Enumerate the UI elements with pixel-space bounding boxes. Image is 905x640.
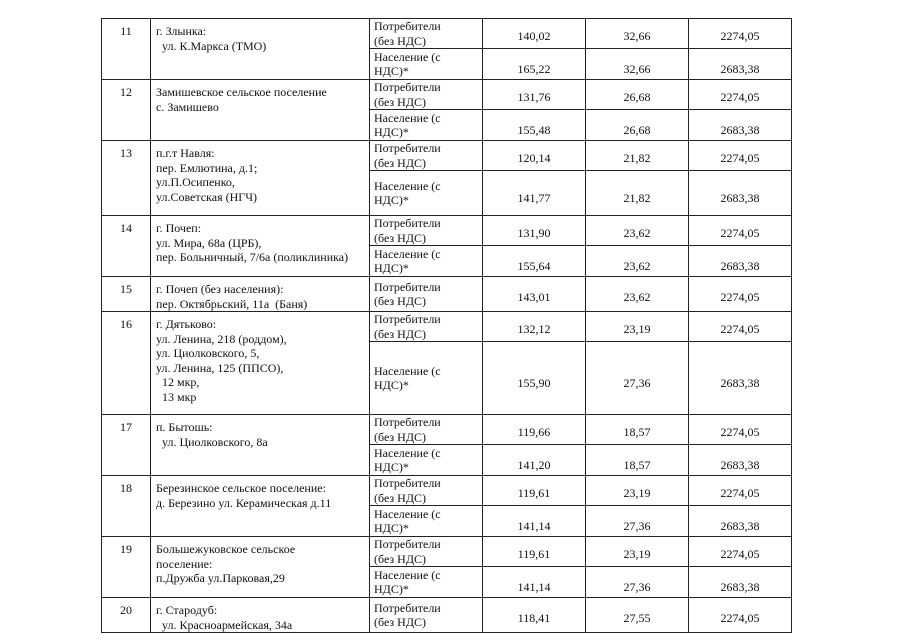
table-row [102, 598, 792, 633]
consumer-category: Население (с НДС)* [370, 506, 483, 537]
row-number: 20 [102, 598, 151, 633]
location-line: ул. Циолковского, 8а [156, 434, 268, 449]
value-col-1: 155,90 [483, 342, 586, 415]
value-col-3: 2683,38 [689, 445, 792, 476]
value-col-1: 155,64 [483, 246, 586, 277]
consumer-category: Потребители (без НДС) [370, 415, 483, 445]
value-col-1: 141,20 [483, 445, 586, 476]
value-col-2: 27,36 [586, 506, 689, 537]
table-row [102, 415, 792, 445]
location-line: Большежуковское сельское [156, 542, 296, 556]
value-col-3: 2274,05 [689, 277, 792, 312]
location-line: Березинское сельское поселение: [156, 481, 326, 495]
location-line: пер. Емлютина, д.1; [156, 160, 258, 175]
row-number: 19 [102, 537, 151, 598]
consumer-category: Потребители (без НДС) [370, 19, 483, 49]
value-col-3: 2274,05 [689, 537, 792, 567]
row-number: 12 [102, 80, 151, 141]
consumer-category: Потребители (без НДС) [370, 80, 483, 110]
consumer-category: Потребители (без НДС) [370, 277, 483, 312]
value-col-3: 2274,05 [689, 598, 792, 633]
value-col-2: 26,68 [586, 80, 689, 110]
location-cell [151, 216, 370, 277]
value-col-1: 119,66 [483, 415, 586, 445]
consumer-category: Население (с НДС)* [370, 110, 483, 141]
value-col-2: 27,36 [586, 567, 689, 598]
consumer-category: Население (с НДС)* [370, 342, 483, 415]
tariff-table-body [102, 19, 792, 633]
row-number: 13 [102, 141, 151, 216]
consumer-category: Потребители (без НДС) [370, 476, 483, 506]
consumer-category: Потребители (без НДС) [370, 141, 483, 171]
value-col-2: 21,82 [586, 141, 689, 171]
consumer-category: Население (с НДС)* [370, 567, 483, 598]
consumer-category: Потребители (без НДС) [370, 216, 483, 246]
value-col-2: 23,62 [586, 277, 689, 312]
row-number: 16 [102, 312, 151, 415]
location-line: г. Дятьково: [156, 317, 217, 331]
consumer-category: Население (с НДС)* [370, 49, 483, 80]
row-number: 11 [102, 19, 151, 80]
table-row [102, 312, 792, 342]
location-line: д. Березино ул. Керамическая д.11 [156, 495, 332, 510]
value-col-3: 2274,05 [689, 141, 792, 171]
value-col-3: 2683,38 [689, 246, 792, 277]
location-line: ул.П.Осипенко, [156, 175, 235, 189]
value-col-1: 143,01 [483, 277, 586, 312]
location-line: ул. Циолковского, 5, [156, 346, 260, 360]
value-col-3: 2274,05 [689, 216, 792, 246]
value-col-2: 18,57 [586, 445, 689, 476]
value-col-1: 131,90 [483, 216, 586, 246]
location-cell [151, 476, 370, 537]
value-col-1: 141,14 [483, 506, 586, 537]
table-row [102, 141, 792, 171]
value-col-3: 2274,05 [689, 476, 792, 506]
location-cell [151, 19, 370, 80]
table-row [102, 277, 792, 312]
value-col-1: 155,48 [483, 110, 586, 141]
value-col-1: 141,14 [483, 567, 586, 598]
table-row [102, 537, 792, 567]
location-cell [151, 537, 370, 598]
tariff-table [101, 18, 792, 633]
value-col-2: 27,36 [586, 342, 689, 415]
location-line: г. Злынка: [156, 24, 207, 38]
value-col-3: 2683,38 [689, 567, 792, 598]
value-col-2: 32,66 [586, 19, 689, 49]
value-col-1: 119,61 [483, 537, 586, 567]
location-line: с. Замишево [156, 99, 219, 114]
value-col-2: 27,55 [586, 598, 689, 633]
value-col-1: 140,02 [483, 19, 586, 49]
location-line: ул. К.Маркса (ТМО) [156, 38, 267, 53]
location-cell [151, 277, 370, 312]
value-col-1: 118,41 [483, 598, 586, 633]
value-col-1: 119,61 [483, 476, 586, 506]
value-col-2: 21,82 [586, 171, 689, 216]
location-line: Замишевское сельское поселение [156, 85, 327, 99]
value-col-2: 32,66 [586, 49, 689, 80]
value-col-3: 2683,38 [689, 171, 792, 216]
value-col-2: 18,57 [586, 415, 689, 445]
consumer-category: Потребители (без НДС) [370, 598, 483, 633]
location-cell [151, 80, 370, 141]
location-line: г. Стародуб: [156, 603, 218, 617]
location-line: ул.Советская (НГЧ) [156, 189, 257, 204]
value-col-3: 2274,05 [689, 19, 792, 49]
consumer-category: Население (с НДС)* [370, 445, 483, 476]
table-row [102, 216, 792, 246]
value-col-3: 2274,05 [689, 312, 792, 342]
value-col-3: 2274,05 [689, 80, 792, 110]
value-col-3: 2683,38 [689, 49, 792, 80]
consumer-category: Население (с НДС)* [370, 246, 483, 277]
location-line: 12 мкр, [156, 375, 200, 389]
location-line: ул. Мира, 68а (ЦРБ), [156, 235, 262, 250]
value-col-1: 165,22 [483, 49, 586, 80]
value-col-1: 120,14 [483, 141, 586, 171]
location-line: г. Почеп: [156, 221, 202, 235]
location-line: п. Бытошь: [156, 420, 213, 434]
value-col-1: 141,77 [483, 171, 586, 216]
location-line: 13 мкр [156, 389, 197, 404]
consumer-category: Потребители (без НДС) [370, 312, 483, 342]
value-col-2: 23,19 [586, 476, 689, 506]
location-cell [151, 598, 370, 633]
value-col-2: 23,19 [586, 537, 689, 567]
location-line: ул. Ленина, 125 (ППСО), [156, 360, 284, 375]
location-cell [151, 312, 370, 415]
location-line: ул. Ленина, 218 (роддом), [156, 331, 287, 346]
row-number: 17 [102, 415, 151, 476]
location-line: п.Дружба ул.Парковая,29 [156, 571, 285, 585]
value-col-3: 2683,38 [689, 342, 792, 415]
value-col-1: 131,76 [483, 80, 586, 110]
table-row [102, 19, 792, 49]
location-line: ул. Красноармейская, 34а [156, 617, 293, 632]
location-line: пер. Октябрьский, 11а (Баня) [156, 296, 308, 311]
value-col-2: 26,68 [586, 110, 689, 141]
location-line: г. Почеп (без населения): [156, 282, 284, 296]
value-col-2: 23,62 [586, 246, 689, 277]
value-col-3: 2683,38 [689, 110, 792, 141]
location-cell [151, 415, 370, 476]
table-row [102, 80, 792, 110]
location-line: поселение: [156, 556, 213, 571]
location-cell [151, 141, 370, 216]
consumer-category: Население (с НДС)* [370, 171, 483, 216]
value-col-1: 132,12 [483, 312, 586, 342]
row-number: 18 [102, 476, 151, 537]
consumer-category: Потребители (без НДС) [370, 537, 483, 567]
value-col-3: 2274,05 [689, 415, 792, 445]
location-line: п.г.т Навля: [156, 146, 215, 160]
value-col-3: 2683,38 [689, 506, 792, 537]
value-col-2: 23,19 [586, 312, 689, 342]
row-number: 15 [102, 277, 151, 312]
value-col-2: 23,62 [586, 216, 689, 246]
location-line: пер. Больничный, 7/6а (поликлиника) [156, 250, 349, 264]
row-number: 14 [102, 216, 151, 277]
table-row [102, 476, 792, 506]
